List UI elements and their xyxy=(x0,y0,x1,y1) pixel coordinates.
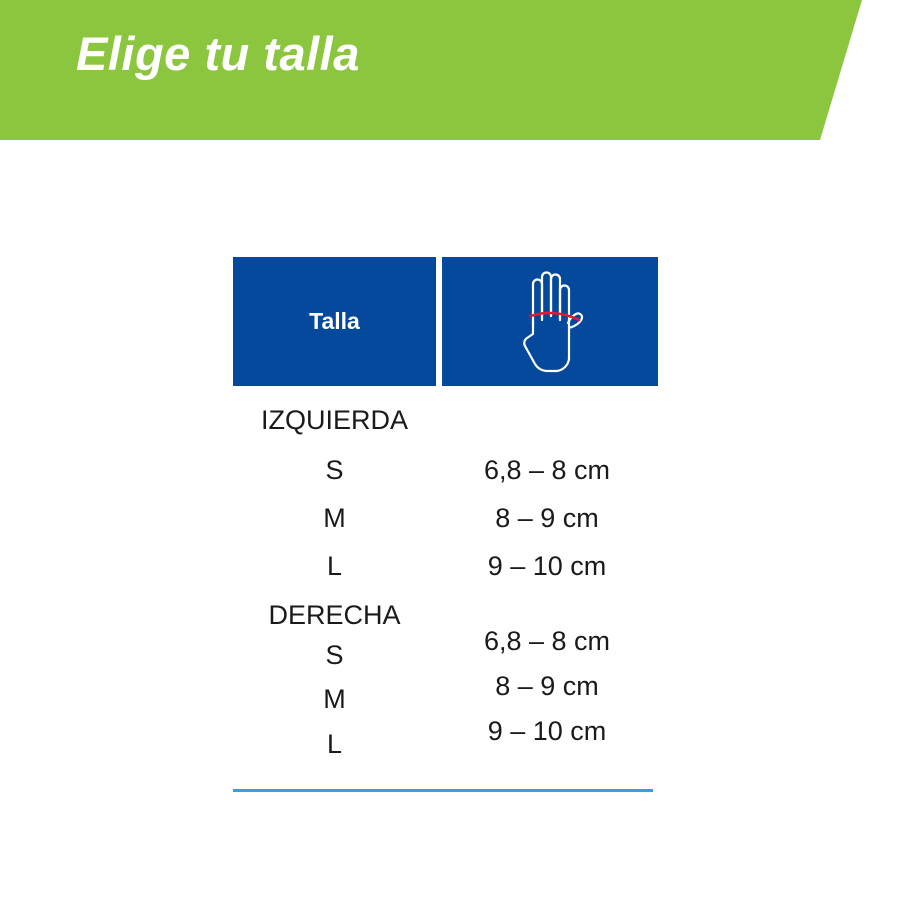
group-label-derecha: DERECHA xyxy=(268,600,401,630)
size-label: L xyxy=(326,551,343,581)
table-bottom-rule xyxy=(233,789,653,792)
table-body xyxy=(233,386,658,759)
measure-range: 9 – 10 cm xyxy=(487,716,607,746)
page-title: Elige tu talla xyxy=(76,27,360,80)
size-label: S xyxy=(325,640,344,670)
table-row xyxy=(233,455,658,486)
table-header-cell-measure xyxy=(442,257,658,386)
measure-range: 8 – 9 cm xyxy=(495,503,599,533)
table-header-row xyxy=(233,257,658,386)
table-header-cell-talla xyxy=(233,257,436,386)
size-chart-table xyxy=(233,257,658,759)
hand-measure-icon xyxy=(507,264,593,379)
measure-range: 9 – 10 cm xyxy=(487,551,607,581)
measure-range: 6,8 – 8 cm xyxy=(483,626,611,656)
size-label: S xyxy=(325,455,344,485)
size-label: L xyxy=(326,729,343,759)
table-header-label-talla: Talla xyxy=(309,308,360,334)
measure-range: 6,8 – 8 cm xyxy=(483,455,611,485)
table-row xyxy=(233,503,658,534)
table-row xyxy=(233,551,658,582)
size-label: M xyxy=(323,503,346,533)
size-label: M xyxy=(323,684,346,714)
measure-range: 8 – 9 cm xyxy=(495,671,599,701)
group-label-izquierda: IZQUIERDA xyxy=(260,405,408,435)
header-banner xyxy=(0,0,900,140)
